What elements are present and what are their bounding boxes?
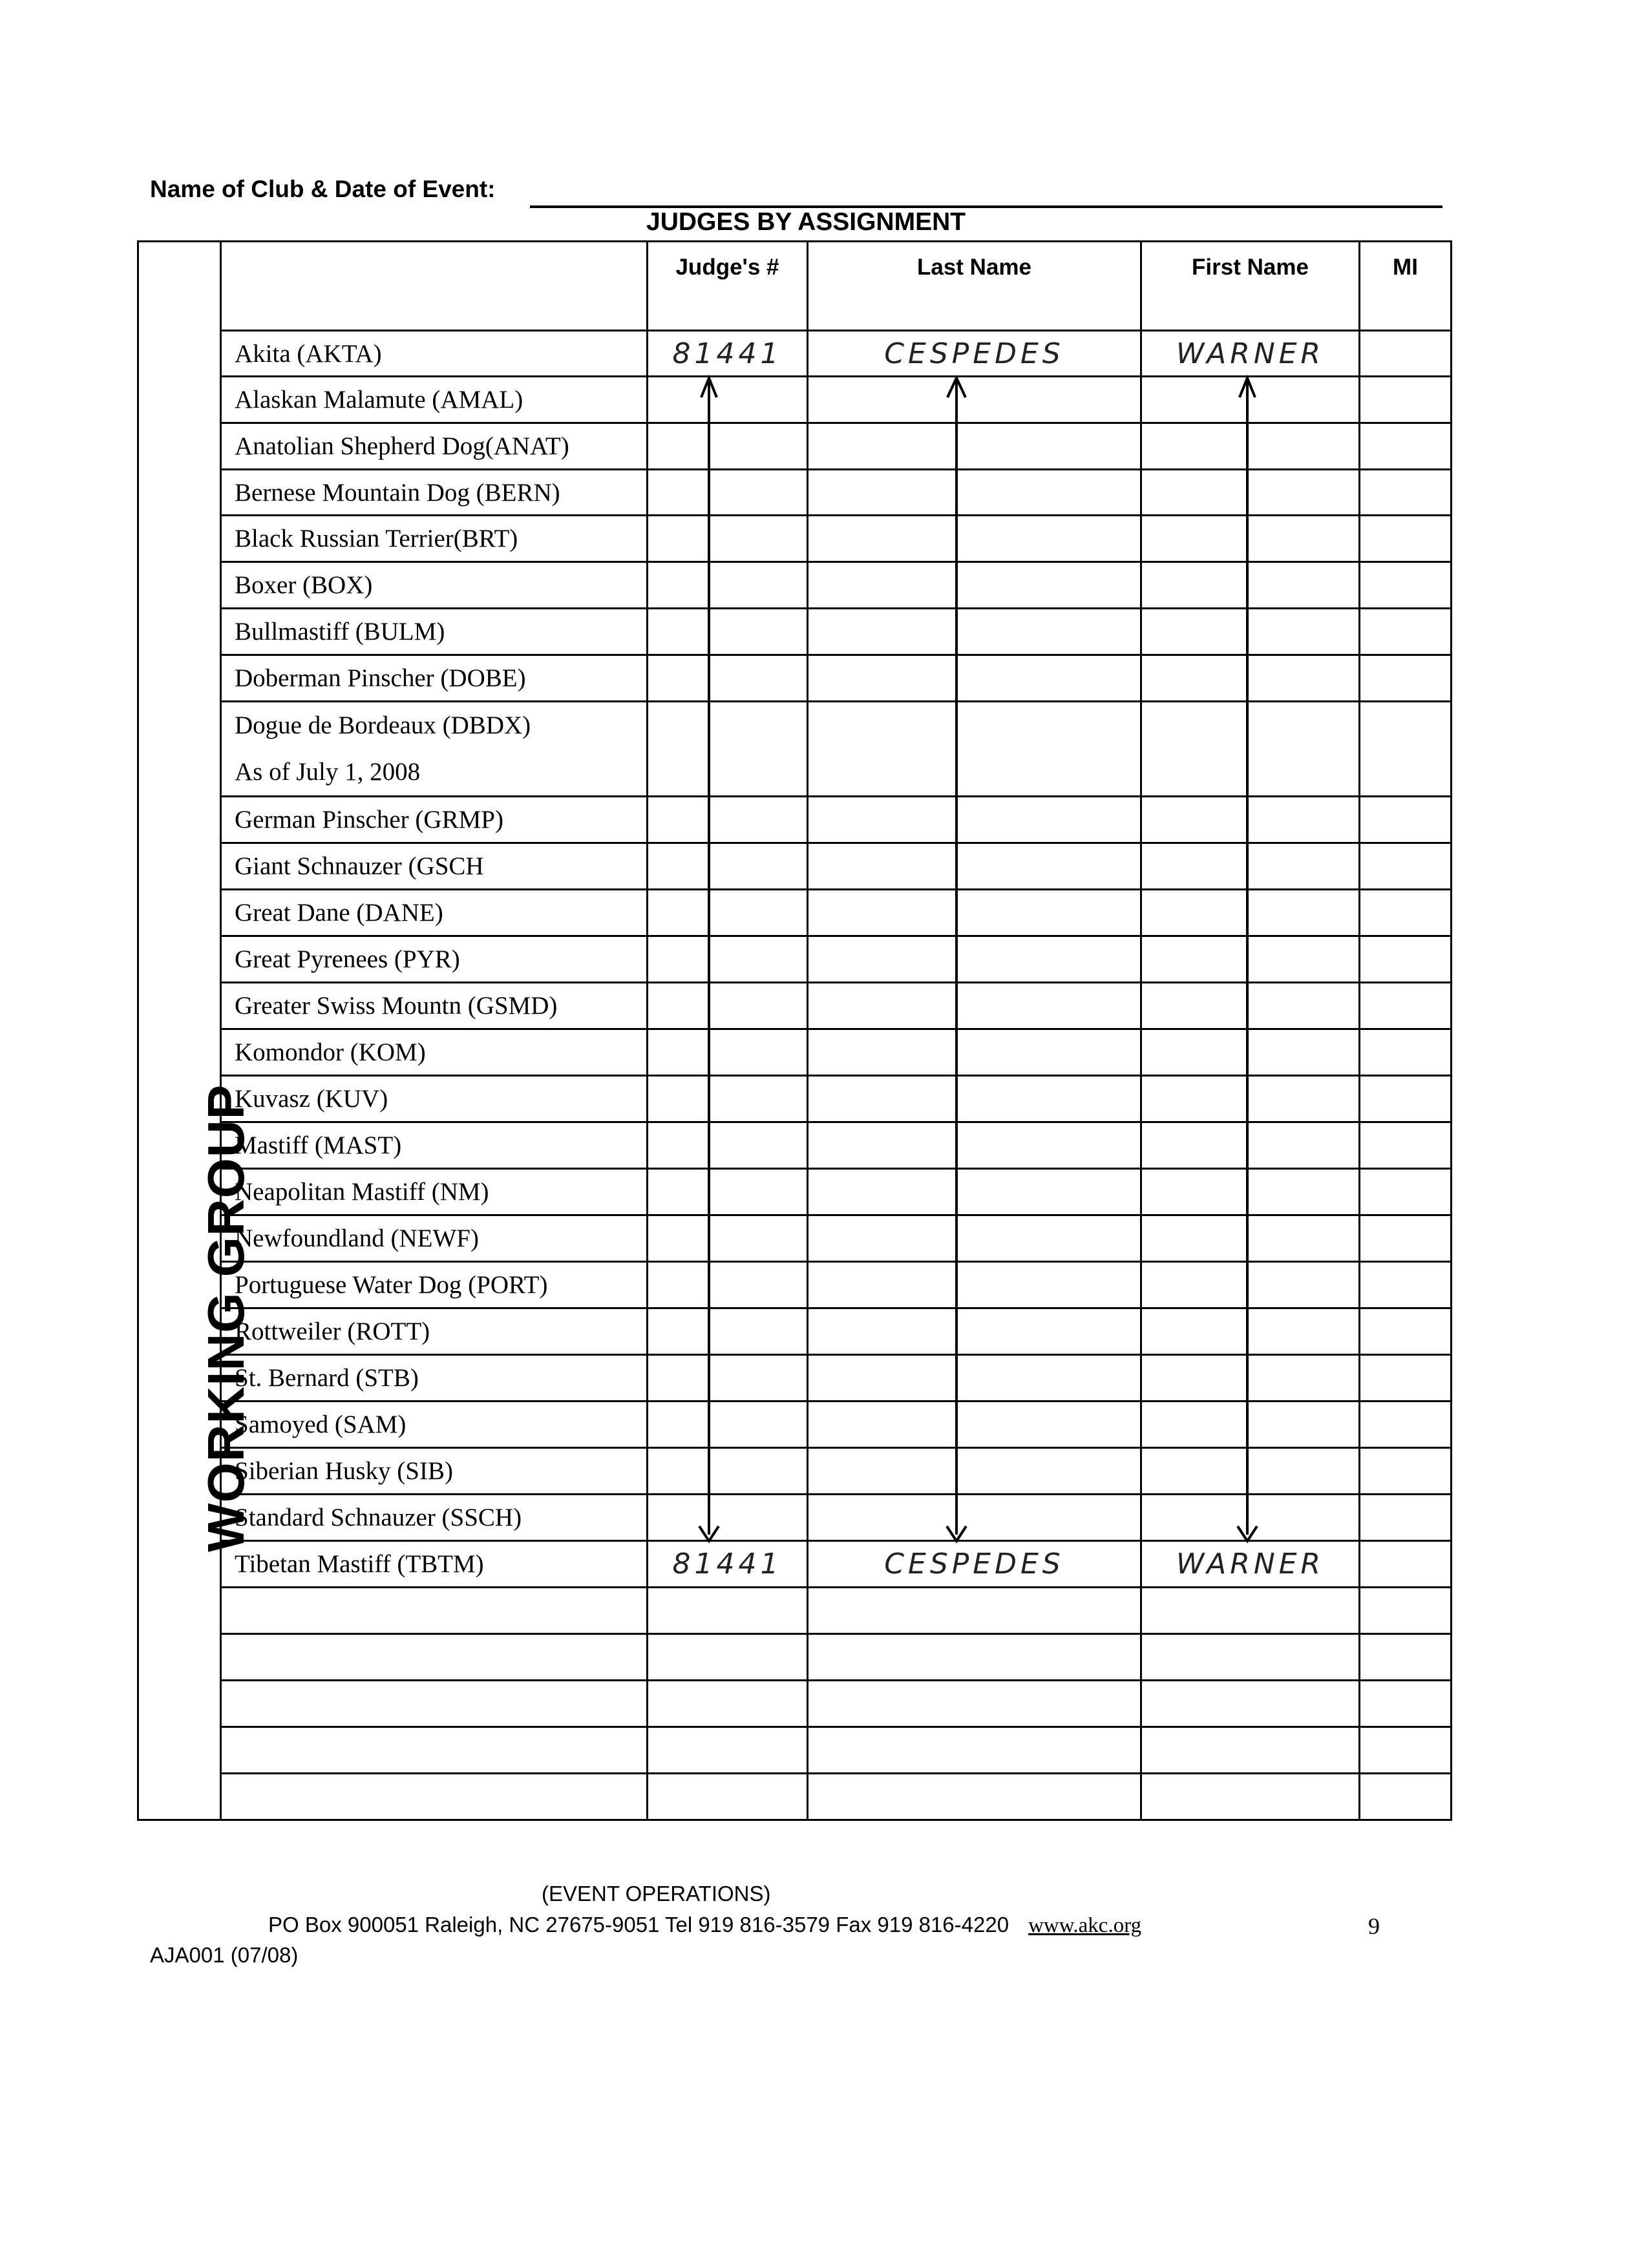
first-name-cell[interactable] (1141, 1122, 1360, 1169)
page-number: 9 (1368, 1913, 1380, 1939)
last-name-cell[interactable] (808, 562, 1141, 609)
table-row (138, 1495, 1452, 1541)
judge-number-cell[interactable] (648, 1448, 808, 1495)
breed-cell (221, 702, 648, 797)
last-name-cell[interactable] (808, 609, 1141, 655)
breed-name: Bernese Mountain Dog (BERN) (235, 478, 560, 507)
mi-cell[interactable] (1360, 936, 1452, 983)
mi-cell[interactable] (1360, 1727, 1452, 1774)
last-name-cell[interactable] (808, 423, 1141, 470)
first-name-cell[interactable] (1141, 1402, 1360, 1448)
mi-cell[interactable] (1360, 331, 1452, 377)
last-name-cell[interactable] (808, 843, 1141, 890)
breed-cell (221, 1122, 648, 1169)
breed-cell (221, 1541, 648, 1588)
breed-cell (221, 1169, 648, 1215)
breed-name: Newfoundland (NEWF) (235, 1224, 479, 1252)
mi-cell[interactable] (1360, 1029, 1452, 1076)
breed-cell (221, 936, 648, 983)
judge-number-cell[interactable] (648, 470, 808, 516)
first-name-cell[interactable] (1141, 983, 1360, 1029)
group-label: WORKING GROUP (197, 1084, 255, 1553)
last-name-cell[interactable] (808, 516, 1141, 562)
last-name-cell[interactable] (808, 702, 1141, 797)
breed-cell (221, 1681, 648, 1727)
table-row (138, 1681, 1452, 1727)
last-name-cell[interactable] (808, 470, 1141, 516)
breed-name: Portuguese Water Dog (PORT) (235, 1271, 548, 1299)
first-name-cell[interactable] (1141, 516, 1360, 562)
last-name-cell[interactable] (808, 1262, 1141, 1308)
mi-cell[interactable] (1360, 470, 1452, 516)
table-row (138, 1402, 1452, 1448)
website-link[interactable]: www.akc.org (1028, 1914, 1142, 1937)
col-header-judge-number: Judge's # (675, 255, 779, 280)
first-name-cell[interactable]: WARNER (1141, 331, 1360, 377)
table-row (138, 1029, 1452, 1076)
first-name-cell[interactable] (1141, 609, 1360, 655)
judge-number-cell[interactable] (648, 1262, 808, 1308)
breed-cell (221, 1774, 648, 1820)
table-row (138, 1355, 1452, 1402)
breed-cell (221, 655, 648, 702)
judge-number-cell[interactable] (648, 936, 808, 983)
last-name-cell[interactable] (808, 1448, 1141, 1495)
judge-number-cell[interactable] (648, 377, 808, 423)
last-name-cell[interactable]: CESPEDES (808, 331, 1141, 377)
breed-cell (221, 470, 648, 516)
judge-number-cell[interactable] (648, 1169, 808, 1215)
judge-number-cell[interactable] (648, 1402, 808, 1448)
table-row (138, 843, 1452, 890)
breed-name: Anatolian Shepherd Dog(ANAT) (235, 432, 569, 460)
breed-name: Komondor (KOM) (235, 1038, 426, 1066)
breed-name: Standard Schnauzer (SSCH) (235, 1504, 522, 1531)
breed-cell (221, 423, 648, 470)
breed-cell (221, 843, 648, 890)
first-name-cell[interactable]: WARNER (1141, 1541, 1360, 1588)
breed-cell (221, 1355, 648, 1402)
first-name-cell[interactable] (1141, 1774, 1360, 1820)
col-header-first-name: First Name (1192, 255, 1309, 280)
table-row (138, 1262, 1452, 1308)
table-row (138, 609, 1452, 655)
last-name-cell[interactable] (808, 1122, 1141, 1169)
judge-number-cell[interactable] (648, 562, 808, 609)
breed-cell (221, 797, 648, 843)
last-name-cell[interactable] (808, 1169, 1141, 1215)
judge-number-cell[interactable] (648, 1774, 808, 1820)
form-title: JUDGES BY ASSIGNMENT (646, 208, 966, 236)
breed-name: Neapolitan Mastiff (NM) (235, 1178, 489, 1206)
mi-cell[interactable] (1360, 516, 1452, 562)
mi-cell[interactable] (1360, 843, 1452, 890)
judge-number-cell[interactable] (648, 516, 808, 562)
breed-cell (221, 562, 648, 609)
table-row (138, 1169, 1452, 1215)
breed-cell (221, 331, 648, 377)
breed-name: Doberman Pinscher (DOBE) (235, 664, 526, 692)
first-name-cell[interactable] (1141, 1169, 1360, 1215)
table-row (138, 1541, 1452, 1588)
club-date-label: Name of Club & Date of Event: (150, 176, 496, 202)
footer-department: (EVENT OPERATIONS) (542, 1882, 771, 1906)
mi-cell[interactable] (1360, 1262, 1452, 1308)
mi-cell[interactable] (1360, 1215, 1452, 1262)
judge-number-cell[interactable] (648, 1122, 808, 1169)
judge-number-cell[interactable] (648, 655, 808, 702)
breed-cell (221, 1076, 648, 1122)
judge-number-cell[interactable] (648, 1355, 808, 1402)
first-name-cell[interactable] (1141, 1076, 1360, 1122)
mi-cell[interactable] (1360, 423, 1452, 470)
judge-number-cell[interactable] (648, 702, 808, 797)
last-name-cell[interactable] (808, 936, 1141, 983)
last-name-cell[interactable] (808, 1076, 1141, 1122)
footer-contact: PO Box 900051 Raleigh, NC 27675-9051 Tel 919 816-3579 Fax 919 816-4220 (268, 1913, 1009, 1937)
first-name-cell[interactable] (1141, 1029, 1360, 1076)
breed-name: Dogue de Bordeaux (DBDX) (235, 711, 531, 739)
breed-name: Great Pyrenees (PYR) (235, 945, 460, 973)
breed-name: Greater Swiss Mountn (GSMD) (235, 992, 558, 1020)
breed-name: Siberian Husky (SIB) (235, 1457, 453, 1485)
judge-number-cell[interactable] (648, 1634, 808, 1681)
breed-cell (221, 1634, 648, 1681)
breed-cell (221, 516, 648, 562)
last-name-cell[interactable] (808, 655, 1141, 702)
breed-name: Black Russian Terrier(BRT) (235, 525, 518, 552)
first-name-cell[interactable] (1141, 1262, 1360, 1308)
table-row (138, 516, 1452, 562)
mi-cell[interactable] (1360, 1448, 1452, 1495)
first-name-cell[interactable] (1141, 797, 1360, 843)
mi-cell[interactable] (1360, 890, 1452, 936)
table-row (138, 702, 1452, 797)
mi-cell[interactable] (1360, 1355, 1452, 1402)
table-row (138, 331, 1452, 377)
last-name-cell[interactable] (808, 1774, 1141, 1820)
breed-name: Bullmastiff (BULM) (235, 618, 445, 646)
breed-name: Giant Schnauzer (GSCH (235, 852, 484, 880)
judge-number-cell[interactable] (648, 1029, 808, 1076)
mi-cell[interactable] (1360, 1308, 1452, 1355)
mi-cell[interactable] (1360, 1634, 1452, 1681)
last-name-cell[interactable] (808, 797, 1141, 843)
judge-number-cell[interactable] (648, 609, 808, 655)
table-row (138, 1076, 1452, 1122)
breed-cell (221, 983, 648, 1029)
first-name-cell[interactable] (1141, 470, 1360, 516)
last-name-cell[interactable] (808, 1215, 1141, 1262)
judge-number-cell[interactable] (648, 843, 808, 890)
breed-cell (221, 1588, 648, 1634)
last-name-cell[interactable] (808, 1029, 1141, 1076)
breed-name: Alaskan Malamute (AMAL) (235, 386, 523, 414)
last-name-cell[interactable] (808, 1634, 1141, 1681)
breed-cell (221, 1495, 648, 1541)
first-name-cell[interactable] (1141, 1308, 1360, 1355)
breed-cell (221, 1402, 648, 1448)
judge-number-cell[interactable] (648, 983, 808, 1029)
breed-name: Mastiff (MAST) (235, 1131, 402, 1159)
judge-number-cell[interactable] (648, 1215, 808, 1262)
first-name-cell[interactable] (1141, 423, 1360, 470)
mi-cell[interactable] (1360, 1541, 1452, 1588)
table-row (138, 1308, 1452, 1355)
first-name-cell[interactable] (1141, 936, 1360, 983)
breed-cell (221, 1448, 648, 1495)
first-name-cell[interactable] (1141, 1495, 1360, 1541)
breed-cell (221, 1727, 648, 1774)
breed-name: Kuvasz (KUV) (235, 1085, 388, 1113)
first-name-cell[interactable] (1141, 655, 1360, 702)
breed-name: Tibetan Mastiff (TBTM) (235, 1550, 484, 1578)
last-name-cell[interactable] (808, 1402, 1141, 1448)
mi-cell[interactable] (1360, 562, 1452, 609)
mi-cell[interactable] (1360, 1122, 1452, 1169)
last-name-cell[interactable] (808, 1308, 1141, 1355)
breed-name: Great Dane (DANE) (235, 899, 443, 927)
last-name-cell[interactable]: CESPEDES (808, 1541, 1141, 1588)
judge-number-cell[interactable] (648, 1588, 808, 1634)
judge-number-cell[interactable] (648, 1681, 808, 1727)
breed-note: As of July 1, 2008 (235, 758, 421, 786)
table-row (138, 562, 1452, 609)
breed-cell (221, 1215, 648, 1262)
last-name-cell[interactable] (808, 1588, 1141, 1634)
table-row (138, 983, 1452, 1029)
mi-cell[interactable] (1360, 983, 1452, 1029)
first-name-cell[interactable] (1141, 1634, 1360, 1681)
judge-number-cell[interactable] (648, 1495, 808, 1541)
breed-name: German Pinscher (GRMP) (235, 806, 503, 834)
breed-name: Rottweiler (ROTT) (235, 1318, 430, 1345)
judge-number-cell[interactable] (648, 1076, 808, 1122)
mi-cell[interactable] (1360, 797, 1452, 843)
judge-number-cell[interactable] (648, 423, 808, 470)
mi-cell[interactable] (1360, 1402, 1452, 1448)
table-row (138, 797, 1452, 843)
last-name-cell[interactable] (808, 983, 1141, 1029)
breed-name: St. Bernard (STB) (235, 1364, 419, 1392)
mi-cell[interactable] (1360, 1681, 1452, 1727)
first-name-cell[interactable] (1141, 1215, 1360, 1262)
breed-name: Samoyed (SAM) (235, 1411, 407, 1438)
last-name-cell[interactable] (808, 1495, 1141, 1541)
mi-cell[interactable] (1360, 655, 1452, 702)
last-name-cell[interactable] (808, 377, 1141, 423)
mi-cell[interactable] (1360, 1076, 1452, 1122)
table-row (138, 1448, 1452, 1495)
group-label-cell (138, 242, 255, 1820)
breed-cell (221, 377, 648, 423)
footer-address (268, 1913, 1141, 1938)
table-row (138, 890, 1452, 936)
first-name-cell[interactable] (1141, 562, 1360, 609)
mi-cell[interactable] (1360, 702, 1452, 797)
table-row (138, 470, 1452, 516)
first-name-cell[interactable] (1141, 890, 1360, 936)
last-name-cell[interactable] (808, 890, 1141, 936)
table-row (138, 1122, 1452, 1169)
judge-number-cell[interactable] (648, 1308, 808, 1355)
first-name-cell[interactable] (1141, 1681, 1360, 1727)
breed-cell (221, 1308, 648, 1355)
form-code: AJA001 (07/08) (150, 1943, 299, 1967)
first-name-cell[interactable] (1141, 1727, 1360, 1774)
mi-cell[interactable] (1360, 609, 1452, 655)
judge-number-cell[interactable] (648, 890, 808, 936)
table-row (138, 936, 1452, 983)
mi-cell[interactable] (1360, 1774, 1452, 1820)
first-name-cell[interactable] (1141, 843, 1360, 890)
mi-cell[interactable] (1360, 377, 1452, 423)
last-name-cell[interactable] (808, 1727, 1141, 1774)
last-name-cell[interactable] (808, 1355, 1141, 1402)
mi-cell[interactable] (1360, 1495, 1452, 1541)
col-header-last-name: Last Name (916, 255, 1032, 280)
last-name-cell[interactable] (808, 1681, 1141, 1727)
breed-name: Akita (AKTA) (235, 339, 382, 368)
table-row (138, 655, 1452, 702)
judge-number-cell[interactable]: 81441 (648, 1541, 808, 1588)
first-name-cell[interactable] (1141, 1588, 1360, 1634)
mi-cell[interactable] (1360, 1169, 1452, 1215)
table-row (138, 377, 1452, 423)
table-row (138, 1774, 1452, 1820)
breed-cell (221, 1262, 648, 1308)
breed-cell (221, 609, 648, 655)
breed-cell (221, 1029, 648, 1076)
judge-number-cell[interactable] (648, 1727, 808, 1774)
table-row (138, 1727, 1452, 1774)
col-header-mi: MI (1393, 255, 1418, 280)
judges-assignment-table (137, 240, 1452, 1821)
judge-number-cell[interactable]: 81441 (648, 331, 808, 377)
judge-number-cell[interactable] (648, 797, 808, 843)
table-row (138, 1634, 1452, 1681)
first-name-cell[interactable] (1141, 1448, 1360, 1495)
mi-cell[interactable] (1360, 1588, 1452, 1634)
header-blank-cell (221, 242, 648, 331)
table-header-row (138, 242, 1452, 331)
table-row (138, 1588, 1452, 1634)
breed-cell (221, 890, 648, 936)
table-row (138, 1215, 1452, 1262)
table-row (138, 423, 1452, 470)
first-name-cell[interactable] (1141, 377, 1360, 423)
breed-name: Boxer (BOX) (235, 571, 373, 599)
first-name-cell[interactable] (1141, 1355, 1360, 1402)
first-name-cell[interactable] (1141, 702, 1360, 797)
